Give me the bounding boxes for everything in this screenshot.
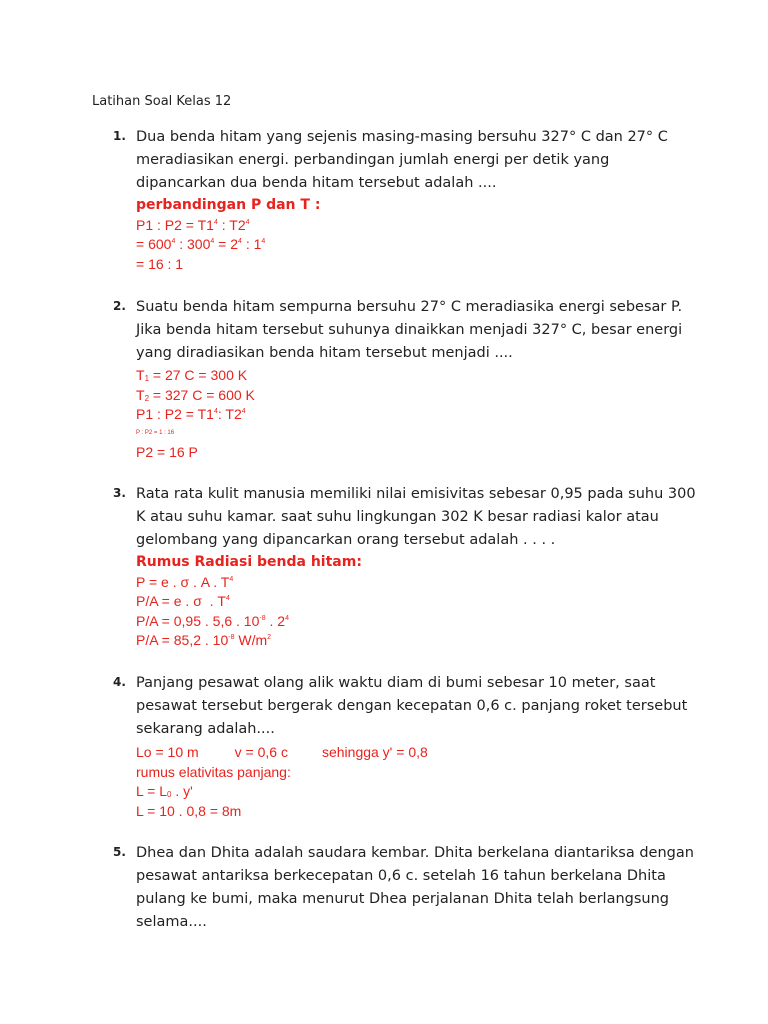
question-number: 5. bbox=[113, 845, 126, 859]
answer-line: P/A = 85,2 . $10^{-8}$ $W/m^2$ bbox=[136, 632, 272, 648]
question-text: Dua benda hitam yang sejenis masing-masing bersuhu 327° C dan 27° C meradiasikan energi. perbandingan jumlah energi per detik yang dipancarkan dua benda hitam tersebut adalah .... bbox=[136, 129, 668, 191]
question-number: 4. bbox=[113, 675, 126, 689]
document-title: Latihan Soal Kelas 12 bbox=[92, 94, 232, 109]
answer-line: L = 10 . 0,8 = 8m bbox=[136, 802, 242, 819]
answer-line: $T_1 = 27$ C = 300 K bbox=[136, 367, 248, 383]
answer-block bbox=[136, 366, 696, 462]
answer-line: P = e . σ . A . $T^4$ bbox=[136, 573, 234, 590]
question-text: Panjang pesawat olang alik waktu diam di bumi sebesar 10 meter, saat pesawat tersebut bergerak dengan kecepatan 0,6 c. panjang roket tersebut sekarang adalah.... bbox=[136, 675, 688, 737]
question-number: 2. bbox=[113, 299, 126, 313]
answer-heading: perbandingan P dan T : bbox=[136, 197, 321, 213]
answer-line: $L = L_0$ . y' bbox=[136, 783, 193, 799]
answer-line: $T_2 = 327$ C = 600 K bbox=[136, 386, 255, 403]
answer-line: P1 : $P2 = T1^4$ : $T2^4$ bbox=[136, 216, 250, 233]
answer-line: P1 : $P2 = T1^4$: $T2^4$ bbox=[136, 406, 246, 422]
question-text: Dhea dan Dhita adalah saudara kembar. Dhita berkelana diantariksa dengan pesawat antariksa berkecepatan 0,6 c. setelah 16 tahun berkelana Dhita pulang ke bumi, maka menurut Dhea perjalanan Dhita telah berlangsung selama.... bbox=[136, 845, 694, 930]
answer-block bbox=[136, 743, 696, 821]
question-number: 1. bbox=[113, 129, 126, 143]
answer-line: Lo = 10 m v = 0,6 c sehingga y' = 0,8 bbox=[136, 744, 428, 760]
answer-small-note: P : P2 = 1 : 16 bbox=[136, 429, 175, 436]
question-text: Rata rata kulit manusia memiliki nilai emisivitas sebesar 0,95 pada suhu 300 K atau suhu kamar. saat suhu lingkungan 302 K besar radiasi kalor atau gelombang yang dipancarkan orang tersebut adalah . . . . bbox=[136, 486, 696, 548]
answer-line: P/A = 0,95 . 5,6 . $10^{-8}$ . $2^4$ bbox=[136, 612, 289, 629]
answer-line: P2 = 16 P bbox=[136, 443, 198, 460]
answer-line: P/A = e . σ . $T^4$ bbox=[136, 593, 230, 609]
question-number: 3. bbox=[113, 486, 126, 500]
question-text: Suatu benda hitam sempurna bersuhu 27° C meradiasika energi sebesar P. Jika benda hitam tersebut suhunya dinaikkan menjadi 327° C, besar energi yang diradiasikan benda hitam tersebut menjadi .... bbox=[136, 299, 683, 361]
answer-block bbox=[136, 553, 696, 651]
answer-block bbox=[136, 196, 696, 274]
answer-line: = $600^4$ : $300^4 = 2^4$ : $1^4$ bbox=[136, 236, 266, 252]
answer-line: = 16 : 1 bbox=[136, 255, 184, 272]
answer-line: rumus elativitas panjang: bbox=[136, 763, 291, 780]
answer-heading: Rumus Radiasi benda hitam: bbox=[136, 554, 362, 570]
